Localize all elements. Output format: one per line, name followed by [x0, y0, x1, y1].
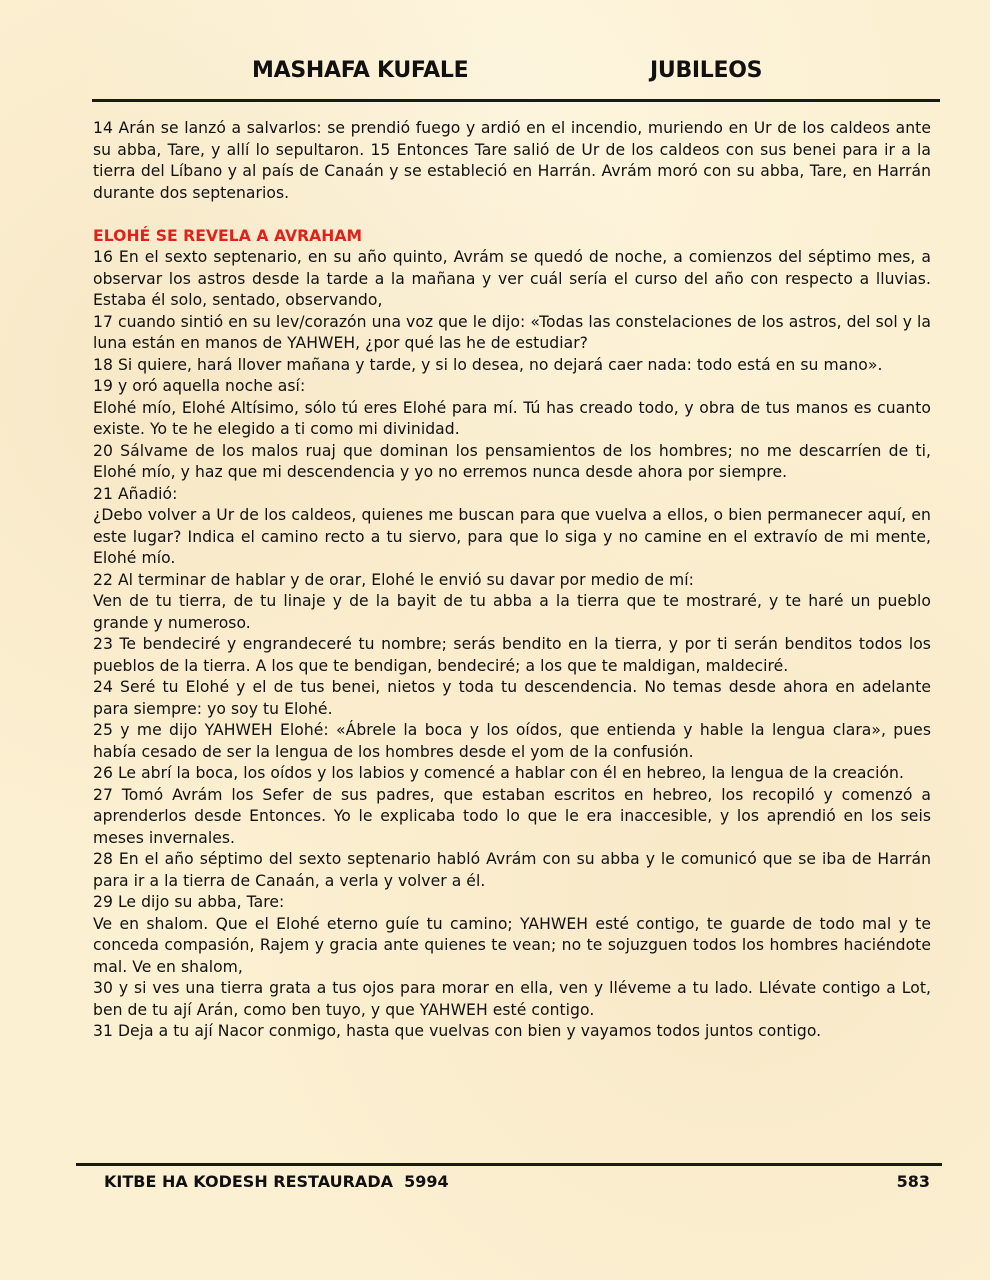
footer-divider: [76, 1163, 942, 1166]
paragraph-23: 23 Te bendeciré y engrandeceré tu nombre; serás bendito en la tierra, y por ti serán benditos todos los pueblos de la tierra. A los que te bendigan, bendeciré; a los que te maldigan, maldeciré.: [93, 635, 931, 675]
paragraph-20: 20 Sálvame de los malos ruaj que dominan los pensamientos de los hombres; no me descarríen de ti, Elohé mío, y haz que mi descendencia y yo no erremos nunca desde ahora por siempre.: [93, 441, 931, 481]
header-divider: [92, 99, 940, 102]
paragraph-19: 19 y oró aquella noche así:: [93, 377, 306, 395]
blessing-paragraph: Ve en shalom. Que el Elohé eterno guíe tu camino; YAHWEH esté contigo, te guarde de todo mal y te conceda compasión, Rajem y gracia ante quienes te vean; no te sojuzguen todos los hombres haciéndote mal. Ve en shalom,: [93, 914, 931, 976]
paragraph-28: 28 En el año séptimo del sexto septenario habló Avrám con su abba y le comunicó que se iba de Harrán para ir a la tierra de Canaán, a verla y volver a él.: [93, 850, 931, 890]
paragraph-22: 22 Al terminar de hablar y de orar, Elohé le envió su davar por medio de mí:: [93, 570, 694, 589]
header-section-title: JUBILEOS: [650, 58, 763, 83]
paragraph-26: 26 Le abrí la boca, los oídos y los labios y comencé a hablar con él en hebreo, la lengua de la creación.: [93, 764, 904, 782]
prayer-paragraph: Elohé mío, Elohé Altísimo, sólo tú eres Elohé para mí. Tú has creado todo, y obra de tus manos es cuanto existe. Yo te he elegido a ti como mi divinidad.: [93, 398, 931, 438]
paragraph-30: 30 y si ves una tierra grata a tus ojos para morar en ella, ven y lléveme a tu lado. Llévate contigo a Lot, ben de tu ají Arán, como ben tuyo, y que YAHWEH esté contigo.: [93, 979, 931, 1019]
command-paragraph: Ven de tu tierra, de tu linaje y de la bayit de tu abba a la tierra que te mostraré, y te haré un pueblo grande y numeroso.: [93, 592, 931, 632]
paragraph-17: 17 cuando sintió en su lev/corazón una voz que le dijo: «Todas las constelaciones de los astros, del sol y la luna están en manos de YAHWEH, ¿por qué las he de estudiar?: [93, 312, 931, 352]
paragraph-24: 24 Seré tu Elohé y el de tus benei, nietos y toda tu descendencia. No temas desde ahora en adelante para siempre: yo soy tu Elohé.: [93, 678, 931, 718]
intro-paragraph: 14 Arán se lanzó a salvarlos: se prendió fuego y ardió en el incendio, muriendo en Ur de los caldeos ante su abba, Tare, y allí lo sepultaron. 15 Entonces Tare salió de Ur de los caldeos con sus benei para ir a la tierra del Líbano y al país de Canaán y se estableció en Harrán. Avrám moró con su abba, Tare, en Harrán durante dos septenarios.: [93, 119, 931, 202]
header-book-title: MASHAFA KUFALE: [252, 58, 469, 83]
paragraph-16: 16 En el sexto septenario, en su año quinto, Avrám se quedó de noche, a comienzos del séptimo mes, a observar los astros desde la tarde a la mañana y ver cuál sería el curso del año con respecto a lluvias. Estaba él solo, sentado, observando,: [93, 248, 931, 309]
paragraph-18: 18 Si quiere, hará llover mañana y tarde, y si lo desea, no dejará caer nada: todo está en su mano».: [93, 355, 883, 374]
footer-book-name: KITBE HA KODESH RESTAURADA 5994: [104, 1172, 449, 1191]
paragraph-21: 21 Añadió:: [93, 484, 178, 503]
paragraph-31: 31 Deja a tu ají Nacor conmigo, hasta que vuelvas con bien y vayamos todos juntos contigo.: [93, 1022, 822, 1040]
paragraph-25: 25 y me dijo YAHWEH Elohé: «Ábrele la boca y los oídos, que entienda y hable la lengua clara», pues había cesado de ser la lengua de los hombres desde el yom de la confusión.: [93, 721, 931, 761]
question-paragraph: ¿Debo volver a Ur de los caldeos, quienes me buscan para que vuelva a ellos, o bien permanecer aquí, en este lugar? Indica el camino recto a tu siervo, para que lo siga y no camine en el extravío de mi mente, Elohé mío.: [93, 506, 931, 567]
paragraph-29: 29 Le dijo su abba, Tare:: [93, 893, 285, 911]
page-number: 583: [896, 1172, 930, 1191]
section-heading: ELOHÉ SE REVELA A AVRAHAM: [93, 226, 363, 245]
paragraph-27: 27 Tomó Avrám los Sefer de sus padres, que estaban escritos en hebreo, los recopiló y comenzó a aprenderlos desde Entonces. Yo le explicaba todo lo que le era inaccesible, y los aprendió en los seis meses invernales.: [93, 785, 931, 847]
page-body: [93, 118, 931, 1043]
